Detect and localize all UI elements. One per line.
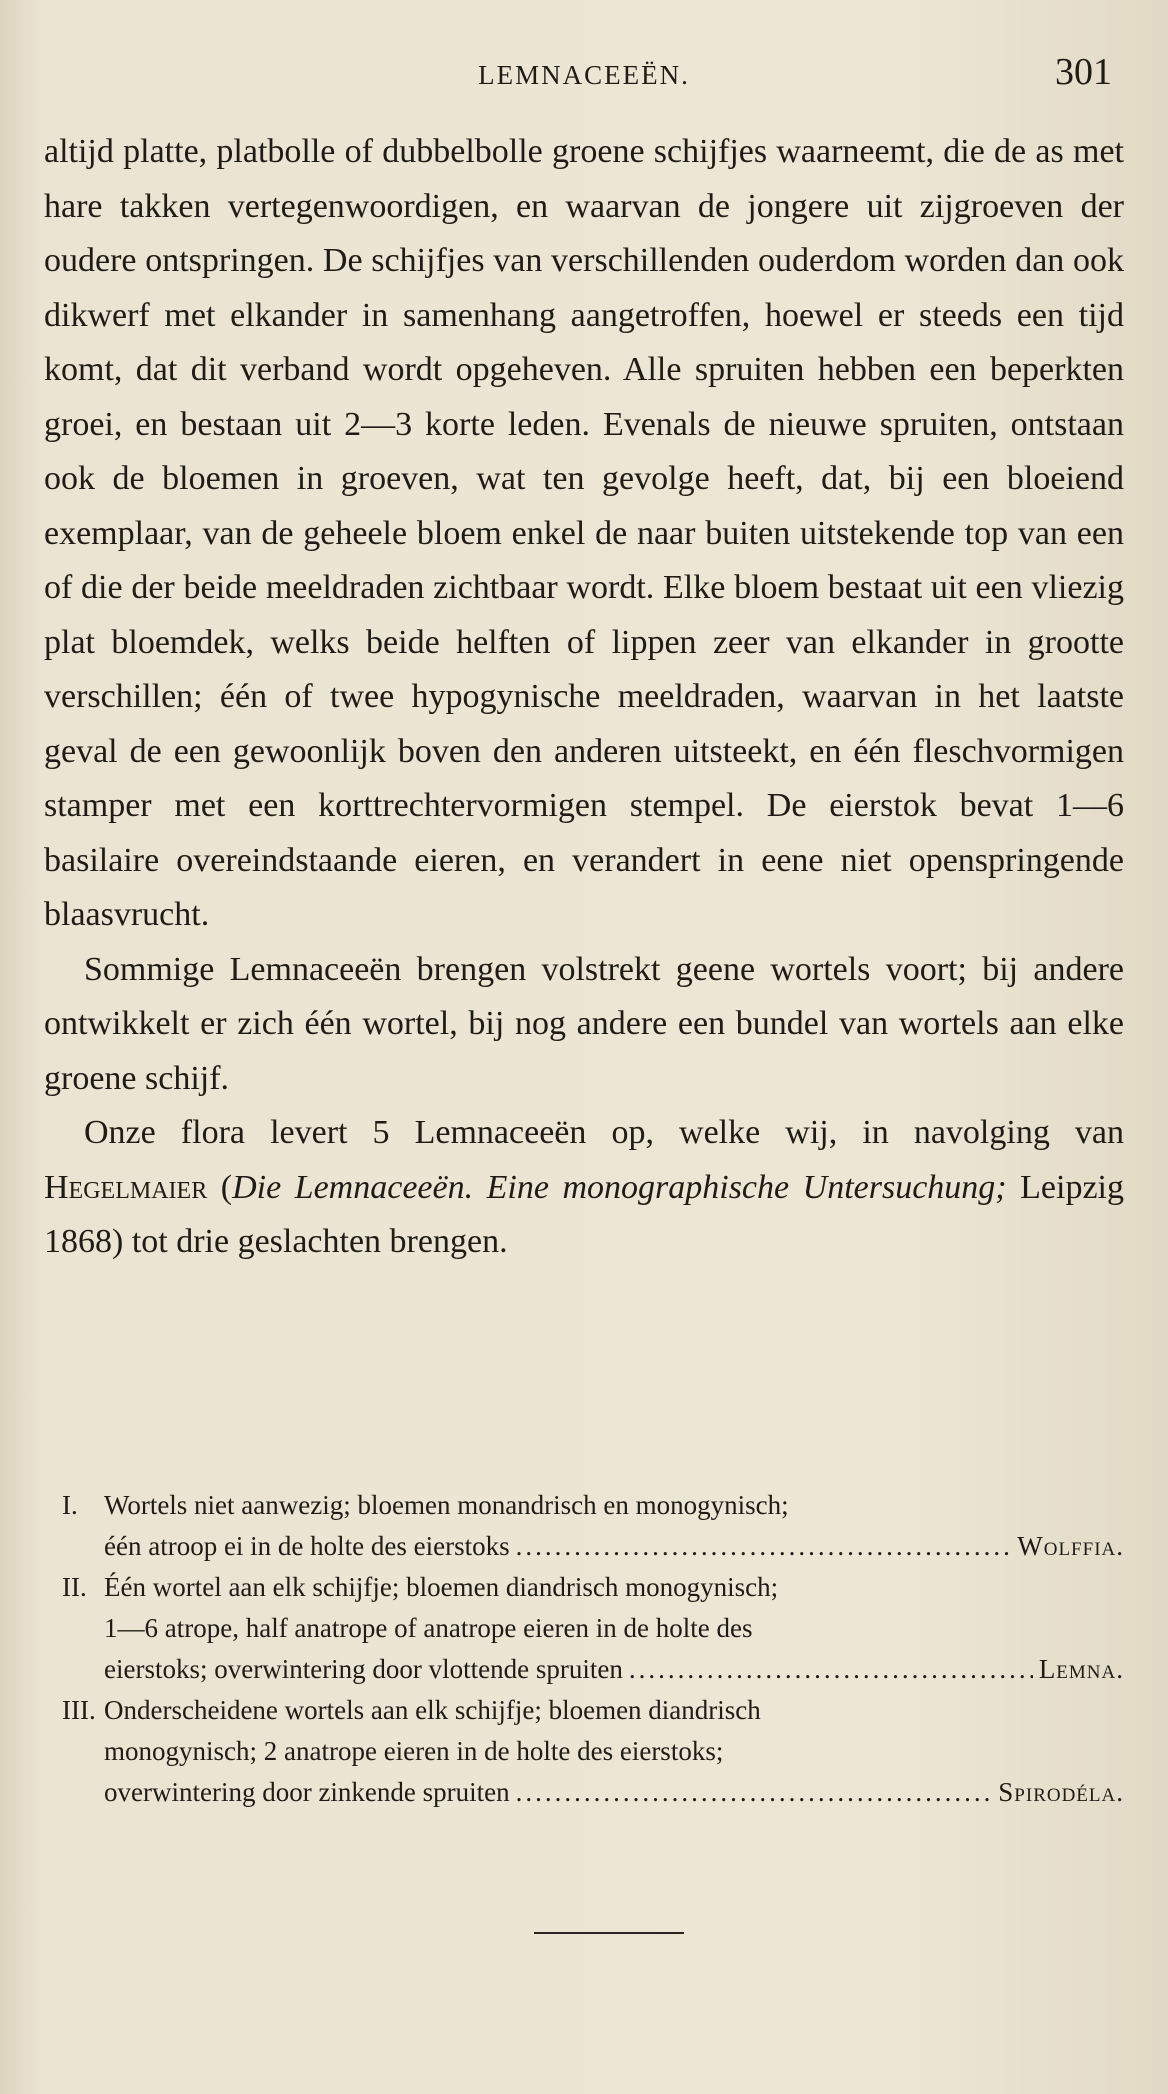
leader-dots xyxy=(516,1526,1012,1567)
flora-outro-text: Leipzig 1868) tot drie geslachten brengen. xyxy=(44,1168,1124,1260)
key-line: Onderscheidene wortels aan elk schijfje; bloemen diandrisch xyxy=(104,1695,761,1725)
key-line: overwintering door zinkende spruiten xyxy=(104,1777,510,1807)
key-last-line xyxy=(104,1526,1124,1567)
key-entry xyxy=(44,1485,1124,1567)
key-last-line xyxy=(104,1649,1124,1690)
section-divider xyxy=(534,1932,684,1934)
body-text xyxy=(44,125,1124,1270)
paragraph-flora xyxy=(44,1106,1124,1270)
key-number: II. xyxy=(62,1572,87,1602)
genus-name: Spirodéla. xyxy=(998,1777,1124,1807)
key-line: eierstoks; overwintering door vlottende spruiten xyxy=(104,1654,623,1684)
key-entry xyxy=(44,1567,1124,1690)
key-line: één atroop ei in de holte des eierstoks xyxy=(104,1531,510,1561)
genus-key xyxy=(44,1485,1124,1813)
key-line: 1—6 atrope, half anatrope of anatrope eieren in de holte des xyxy=(104,1613,753,1643)
genus-name: Lemna. xyxy=(1038,1654,1124,1684)
page-header xyxy=(44,48,1124,96)
open-paren: ( xyxy=(207,1168,233,1206)
book-title: Die Lemnaceeën. Eine monographische Untersuchung; xyxy=(232,1168,1007,1206)
paragraph-continued: altijd platte, platbolle of dubbelbolle groene schijfjes waarneemt, die de as met hare takken vertegenwoordigen, en waarvan de jongere uit zijgroeven der oudere ontspringen. De schijfjes van verschillenden ouderdom worden dan ook dikwerf met elkander in samenhang aangetroffen, hoewel er steeds een tijd komt, dat dit verband wordt opgeheven. Alle spruiten hebben een beperkten groei, en bestaan uit 2—3 korte leden. Evenals de nieuwe spruiten, ontstaan ook de bloemen in groeven, wat ten gevolge heeft, dat, bij een bloeiend exemplaar, van de geheele bloem enkel de naar buiten uitstekende top van een of die der beide meeldraden zichtbaar wordt. Elke bloem bestaat uit een vliezig plat bloemdek, welks beide helften of lippen zeer van elkander in grootte verschillen; één of twee hypogynische meeldraden, waarvan in het laatste geval de een gewoonlijk boven den anderen uitsteekt, en één fleschvormigen stamper met een korttrechtervormigen stempel. De eierstok bevat 1—6 basilaire overeindstaande eieren, en verandert in eene niet openspringende blaasvrucht. xyxy=(44,133,1124,933)
book-page xyxy=(44,0,1124,2094)
key-number: III. xyxy=(62,1695,96,1725)
key-line: Wortels niet aanwezig; bloemen monandrisch en monogynisch; xyxy=(104,1490,789,1520)
key-line: Één wortel aan elk schijfje; bloemen diandrisch monogynisch; xyxy=(104,1572,779,1602)
leader-dots xyxy=(516,1772,993,1813)
running-title: LEMNACEEËN. xyxy=(478,60,690,90)
key-entry xyxy=(44,1690,1124,1813)
paragraph-roots: Sommige Lemnaceeën brengen volstrekt geene wortels voort; bij andere ontwikkelt er zich één wortel, bij nog andere een bundel van wortels aan elke groene schijf. xyxy=(44,950,1124,1097)
genus-name: Wolffia. xyxy=(1017,1531,1124,1561)
flora-intro-text: Onze flora levert 5 Lemnaceeën op, welke wij, in navolging van xyxy=(84,1114,1124,1151)
author-name: Hegelmaier xyxy=(44,1168,208,1206)
leader-dots xyxy=(629,1649,1033,1690)
page-number: 301 xyxy=(1055,51,1112,93)
key-last-line xyxy=(104,1772,1124,1813)
key-line: monogynisch; 2 anatrope eieren in de holte des eierstoks; xyxy=(104,1736,724,1766)
key-number: I. xyxy=(62,1490,78,1520)
